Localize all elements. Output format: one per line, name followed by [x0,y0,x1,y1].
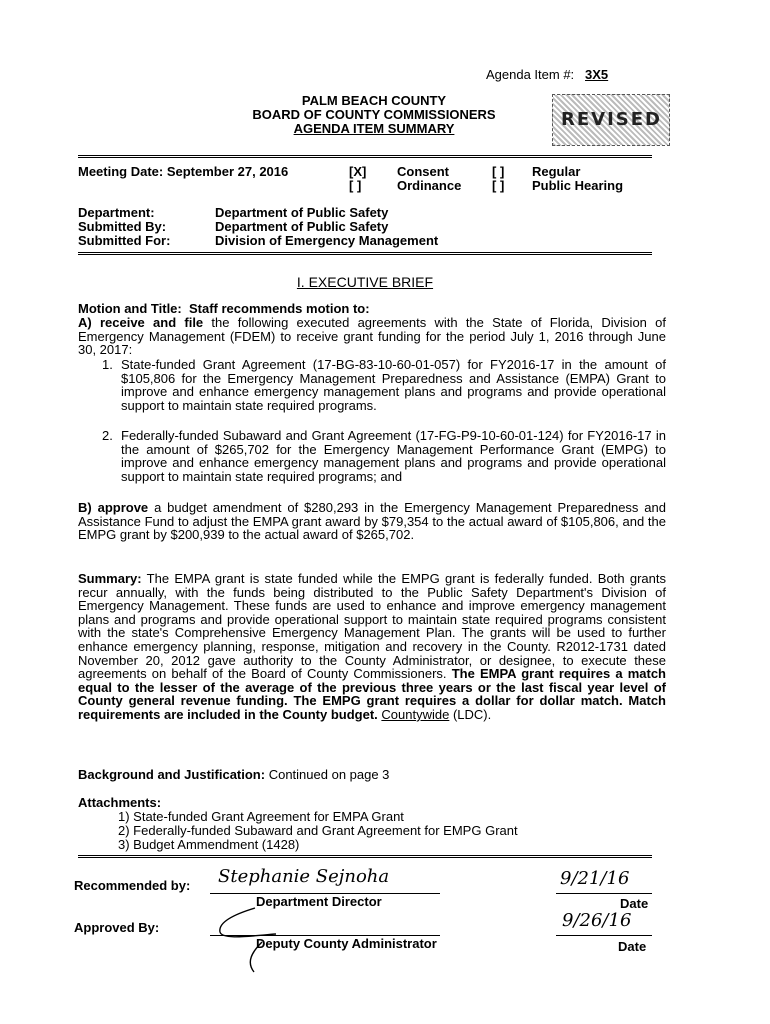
approved-title: Deputy County Administrator [256,936,437,951]
ordinance-label: Ordinance [397,178,462,193]
recommended-by-label: Recommended by: [74,878,191,893]
motion-b: B) approve a budget amendment of $280,293 in the Emergency Management Preparedness and Assistance Fund to adjust the EMPA grant award by $79,354 to the actual award of $105,806, and the EMPG grant by $200,939 to the actual award of $265,702. [78,500,666,543]
org-line-1: PALM BEACH COUNTY [301,93,447,108]
date-line-1 [556,893,652,894]
submitted-by-value: Department of Public Safety [215,219,389,234]
motion-title: Motion and Title: Staff recommends motion to: [78,301,370,316]
section-title: I. EXECUTIVE BRIEF [296,274,434,290]
recommended-date: 9/21/16 [560,868,630,889]
regular-checkbox[interactable]: [ ] [492,164,505,179]
meeting-date: Meeting Date: September 27, 2016 [78,164,289,179]
item-2-text: Federally-funded Subaward and Grant Agreement (17-FG-P9-10-60-01-124) for FY2016-17 in the amount of $265,702 for the Emergency Management Performance Grant (EMPG) to improve and enhance emergency management plans and programs and provide operational support to maintain state required programs; and [121,428,666,484]
attachment-item: 1) State-funded Grant Agreement for EMPA Grant [118,809,404,824]
submitted-for-label: Submitted For: [78,233,171,248]
item-2-number: 2. [102,428,113,443]
recommended-signature: Stephanie Sejnoha [218,866,390,887]
date-line-2 [556,935,652,936]
submitted-for-value: Division of Emergency Management [215,233,439,248]
department-label: Department: [78,205,155,220]
divider-top [78,155,652,158]
department-value: Department of Public Safety [215,205,389,220]
revised-stamp: REVISED [552,94,670,146]
divider-dept [78,252,652,255]
approved-date: 9/26/16 [562,910,632,931]
summary: Summary: The EMPA grant is state funded while the EMPG grant is federally funded. Both grants recur annually, with the funds being distributed to the Public Safety Department's Division of Emergency Management. These funds are used to enhance and improve emergency management plans and programs and provide operational support to maintain state required programs consistent with the state's Comprehensive Emergency Management Plan. The grants will be used to further enhance emergency planning, response, mitigation and recovery in the County. R2012-1731 dated November 20, 2012 gave authority to the County Administrator, or designee, to execute these agreements on behalf of the Board of County Commissioners. The EMPA grant requires a match equal to the lesser of the average of the previous three years or the last fiscal year level of County general revenue funding. The EMPG grant requires a dollar for dollar match. Match requirements are included in the County budget. Countywide (LDC). [78,571,666,722]
background-justification: Background and Justification: Continued on page 3 [78,767,390,782]
date-label-1: Date [620,896,649,911]
ordinance-checkbox[interactable]: [ ] [349,178,362,193]
submitted-by-label: Submitted By: [78,219,167,234]
agenda-item-number: 3X5 [585,67,609,82]
attachment-item: 3) Budget Ammendment (1428) [118,837,300,852]
date-label-2: Date [618,939,647,954]
divider-bottom [78,855,652,858]
attachments-label: Attachments: [78,795,162,810]
doc-title: AGENDA ITEM SUMMARY [293,121,455,136]
approved-by-label: Approved By: [74,920,160,935]
agenda-item-label: Agenda Item #: 3X5 [486,67,609,82]
attachment-item: 2) Federally-funded Subaward and Grant Agreement for EMPG Grant [118,823,518,838]
consent-label: Consent [397,164,449,179]
item-1-number: 1. [102,357,113,372]
regular-label: Regular [532,164,581,179]
recommended-title: Department Director [256,894,382,909]
org-line-2: BOARD OF COUNTY COMMISSIONERS [252,107,496,122]
consent-checkbox[interactable]: [X] [349,164,367,179]
hearing-label: Public Hearing [532,178,624,193]
motion-a: A) receive and file the following executed agreements with the State of Florida, Division of Emergency Management (FDEM) to receive grant funding for the period July 1, 2016 through June 30, 2017: [78,315,666,358]
hearing-checkbox[interactable]: [ ] [492,178,505,193]
item-1-text: State-funded Grant Agreement (17-BG-83-10-60-01-057) for FY2016-17 in the amount of $105,806 for the Emergency Management Preparedness and Assistance (EMPA) Grant to improve and enhance emergency management plans and programs and provide operational support to maintain state required programs. [121,357,666,413]
